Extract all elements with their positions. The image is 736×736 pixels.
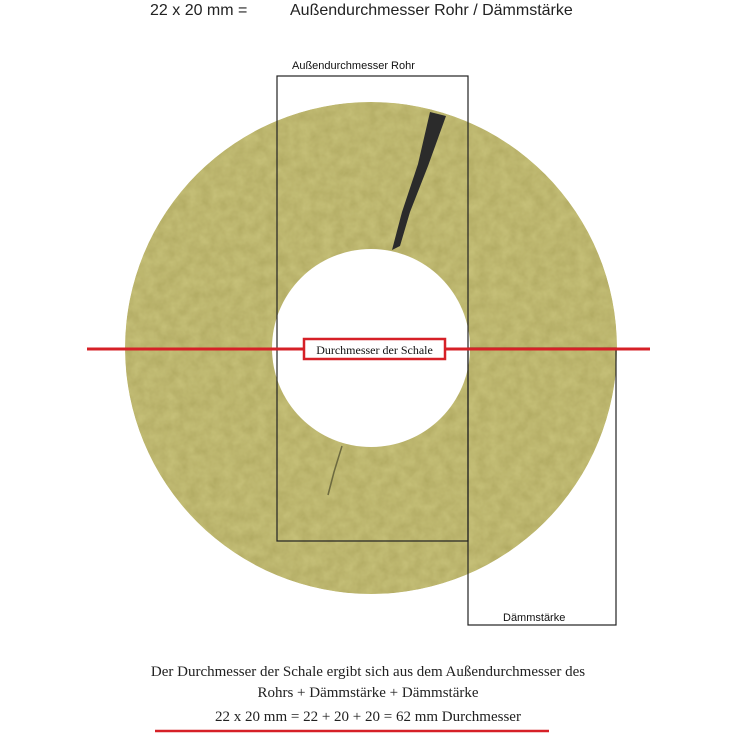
label-shell-diameter: Durchmesser der Schale [316,343,433,357]
label-outer-pipe: Außendurchmesser Rohr [292,60,415,72]
label-insulation: Dämmstärke [503,612,566,624]
header-dimension: 22 x 20 mm = [150,2,248,19]
caption-line-1: Der Durchmesser der Schale ergibt sich aus dem Außendurchmesser des [150,664,586,680]
caption-line-2: Rohrs + Dämmstärke + Dämmstärke [257,685,479,701]
header-description: Außendurchmesser Rohr / Dämmstärke [290,2,573,19]
caption [0,662,736,728]
caption-formula: 22 x 20 mm = 22 + 20 + 20 = 62 mm Durchmesser [215,709,521,725]
